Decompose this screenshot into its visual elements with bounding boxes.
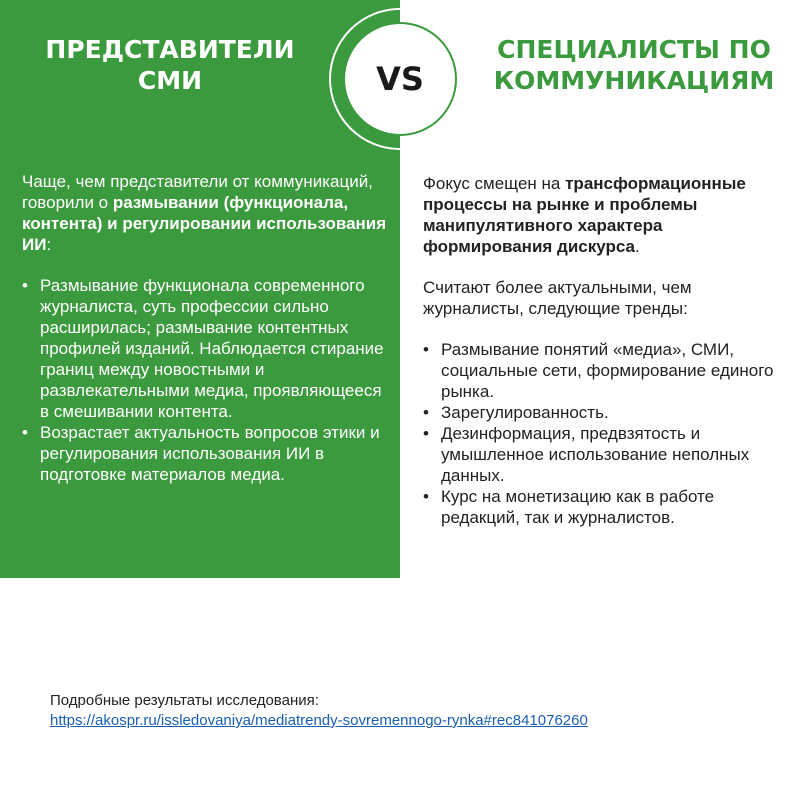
communications-intro-text: Фокус смещен на (423, 174, 566, 193)
vs-badge (343, 22, 457, 136)
media-column (22, 171, 394, 485)
trends-intro: Считают более актуальными, чем журналисты, следующие тренды: (423, 278, 692, 318)
media-bullet-item: • Возрастает актуальность вопросов этики и регулирования использования ИИ в подготовке материалов медиа. (22, 422, 394, 485)
communications-intro-end: . (634, 237, 640, 256)
trend-bullet-item: • Курс на монетизацию как в работе редакций, так и журналистов. (423, 486, 783, 528)
media-intro (22, 171, 394, 255)
media-intro-end: : (46, 235, 52, 254)
communications-column (423, 173, 783, 528)
trends-bullet-list (423, 339, 783, 528)
communications-title: СПЕЦИАЛИСТЫ ПО КОММУНИКАЦИЯМ (493, 35, 775, 95)
research-link[interactable]: https://akospr.ru/issledovaniya/mediatrendy-sovremennogo-rynka#rec841076260 (50, 712, 588, 729)
trend-bullet-item: • Дезинформация, предвзятость и умышленное использование неполных данных. (423, 423, 783, 486)
media-intro-text: Чаще, чем представители от коммуникаций, говорили о (22, 172, 373, 212)
media-intro-highlight: размывании (функционала, контента) и регулировании использования ИИ (22, 193, 387, 254)
trend-bullet-item: • Размывание понятий «медиа», СМИ, социальные сети, формирование единого рынка. (423, 339, 783, 402)
trend-bullet-item: • Зарегулированность. (423, 402, 783, 423)
communications-intro-highlight: трансформационные процессы на рынке и проблемы манипулятивного характера формирования дискурса (423, 174, 746, 256)
communications-intro (423, 173, 783, 257)
vs-label: VS (376, 60, 424, 98)
footer-label: Подробные результаты исследования: (50, 692, 319, 709)
footer (50, 691, 770, 731)
media-bullet-list (22, 275, 394, 485)
media-title: ПРЕДСТАВИТЕЛИ СМИ (45, 35, 295, 95)
media-bullet-item: • Размывание функционала современного журналиста, суть профессии сильно расширилась; размывание контентных профилей изданий. Наблюдается стирание границ между новостными и развлекательными медиа, проявляющееся в смешивании контента. (22, 275, 394, 422)
